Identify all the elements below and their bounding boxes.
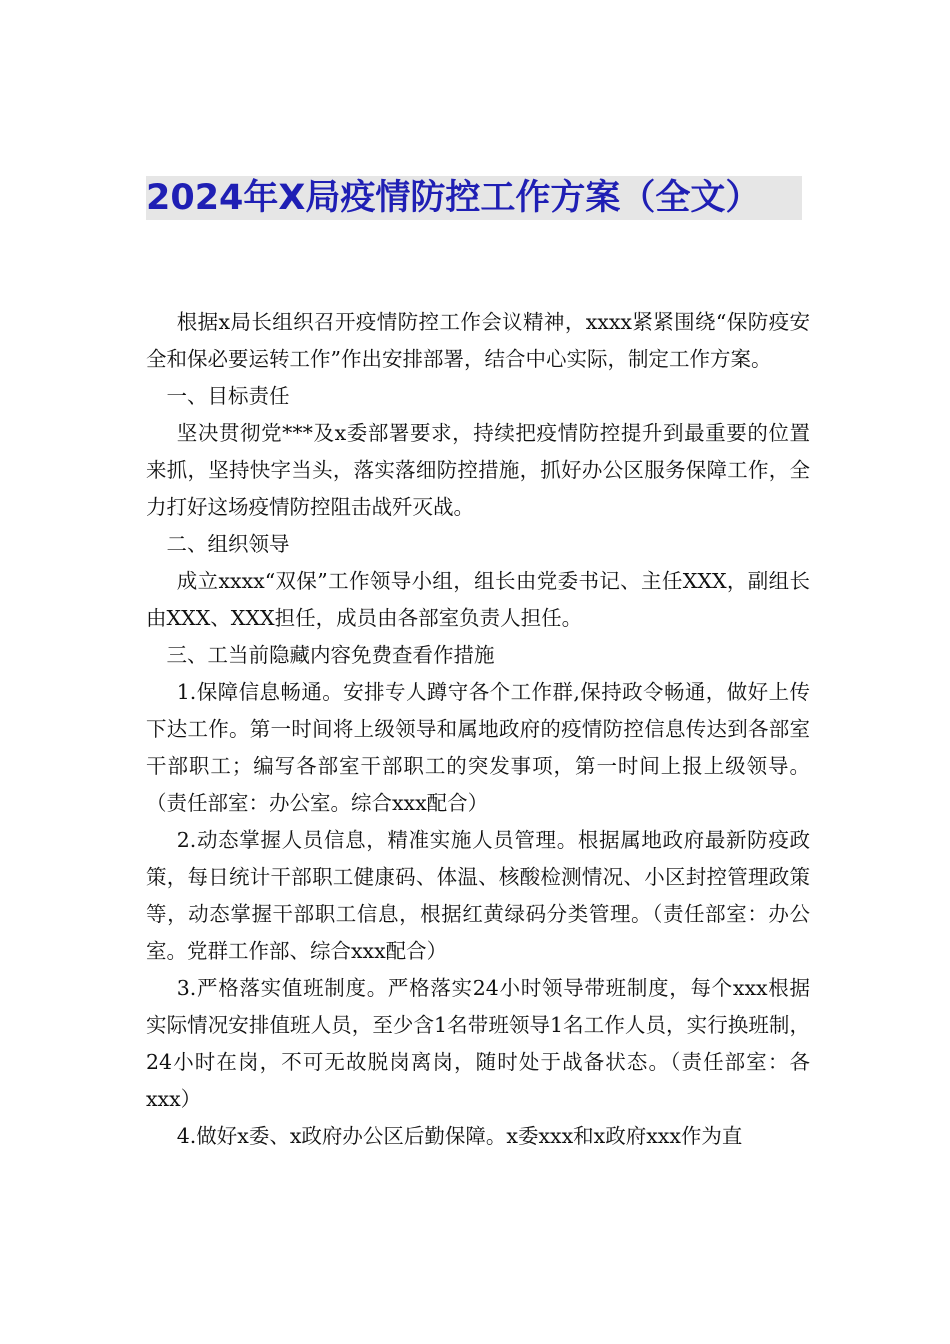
document-title: 2024年X局疫情防控工作方案（全文） xyxy=(146,178,761,218)
paragraph-measure-1: 1.保障信息畅通。安排专人蹲守各个工作群,保持政令畅通，做好上传下达工作。第一时间将上级领导和属地政府的疫情防控信息传达到各部室干部职工；编写各部室干部职工的突发事项，第一时间上报上级领导。（责任部室：办公室。综合xxx配合） xyxy=(146,680,810,815)
paragraph-intro: 根据x局长组织召开疫情防控工作会议精神，xxxx紧紧围绕“保防疫安全和保必要运转工作”作出安排部署，结合中心实际，制定工作方案。 xyxy=(146,310,810,371)
paragraph-target-responsibility: 坚决贯彻党***及x委部署要求，持续把疫情防控提升到最重要的位置来抓，坚持快字当头，落实落细防控措施，抓好办公区服务保障工作，全力打好这场疫情防控阻击战歼灭战。 xyxy=(146,421,810,519)
heading-work-measures: 三、工当前隐藏内容免费查看作措施 xyxy=(166,643,495,667)
title-highlight xyxy=(146,176,802,220)
document-body xyxy=(146,304,810,1155)
heading-organization-leadership: 二、组织领导 xyxy=(166,532,290,556)
paragraph-measure-3: 3.严格落实值班制度。严格落实24小时领导带班制度，每个xxx根据实际情况安排值班人员，至少含1名带班领导1名工作人员，实行换班制，24小时在岗，不可无故脱岗离岗，随时处于战备状态。（责任部室：各xxx） xyxy=(146,976,810,1111)
paragraph-measure-2: 2.动态掌握人员信息，精准实施人员管理。根据属地政府最新防疫政策，每日统计干部职工健康码、体温、核酸检测情况、小区封控管理政策等，动态掌握干部职工信息，根据红黄绿码分类管理。（责任部室：办公室。党群工作部、综合xxx配合） xyxy=(146,828,810,963)
paragraph-measure-4: 4.做好x委、x政府办公区后勤保障。x委xxx和x政府xxx作为直 xyxy=(176,1124,743,1148)
paragraph-organization-leadership: 成立xxxx“双保”工作领导小组，组长由党委书记、主任XXX，副组长由XXX、XXX担任，成员由各部室负责人担任。 xyxy=(146,569,810,630)
heading-target-responsibility: 一、目标责任 xyxy=(166,384,290,408)
